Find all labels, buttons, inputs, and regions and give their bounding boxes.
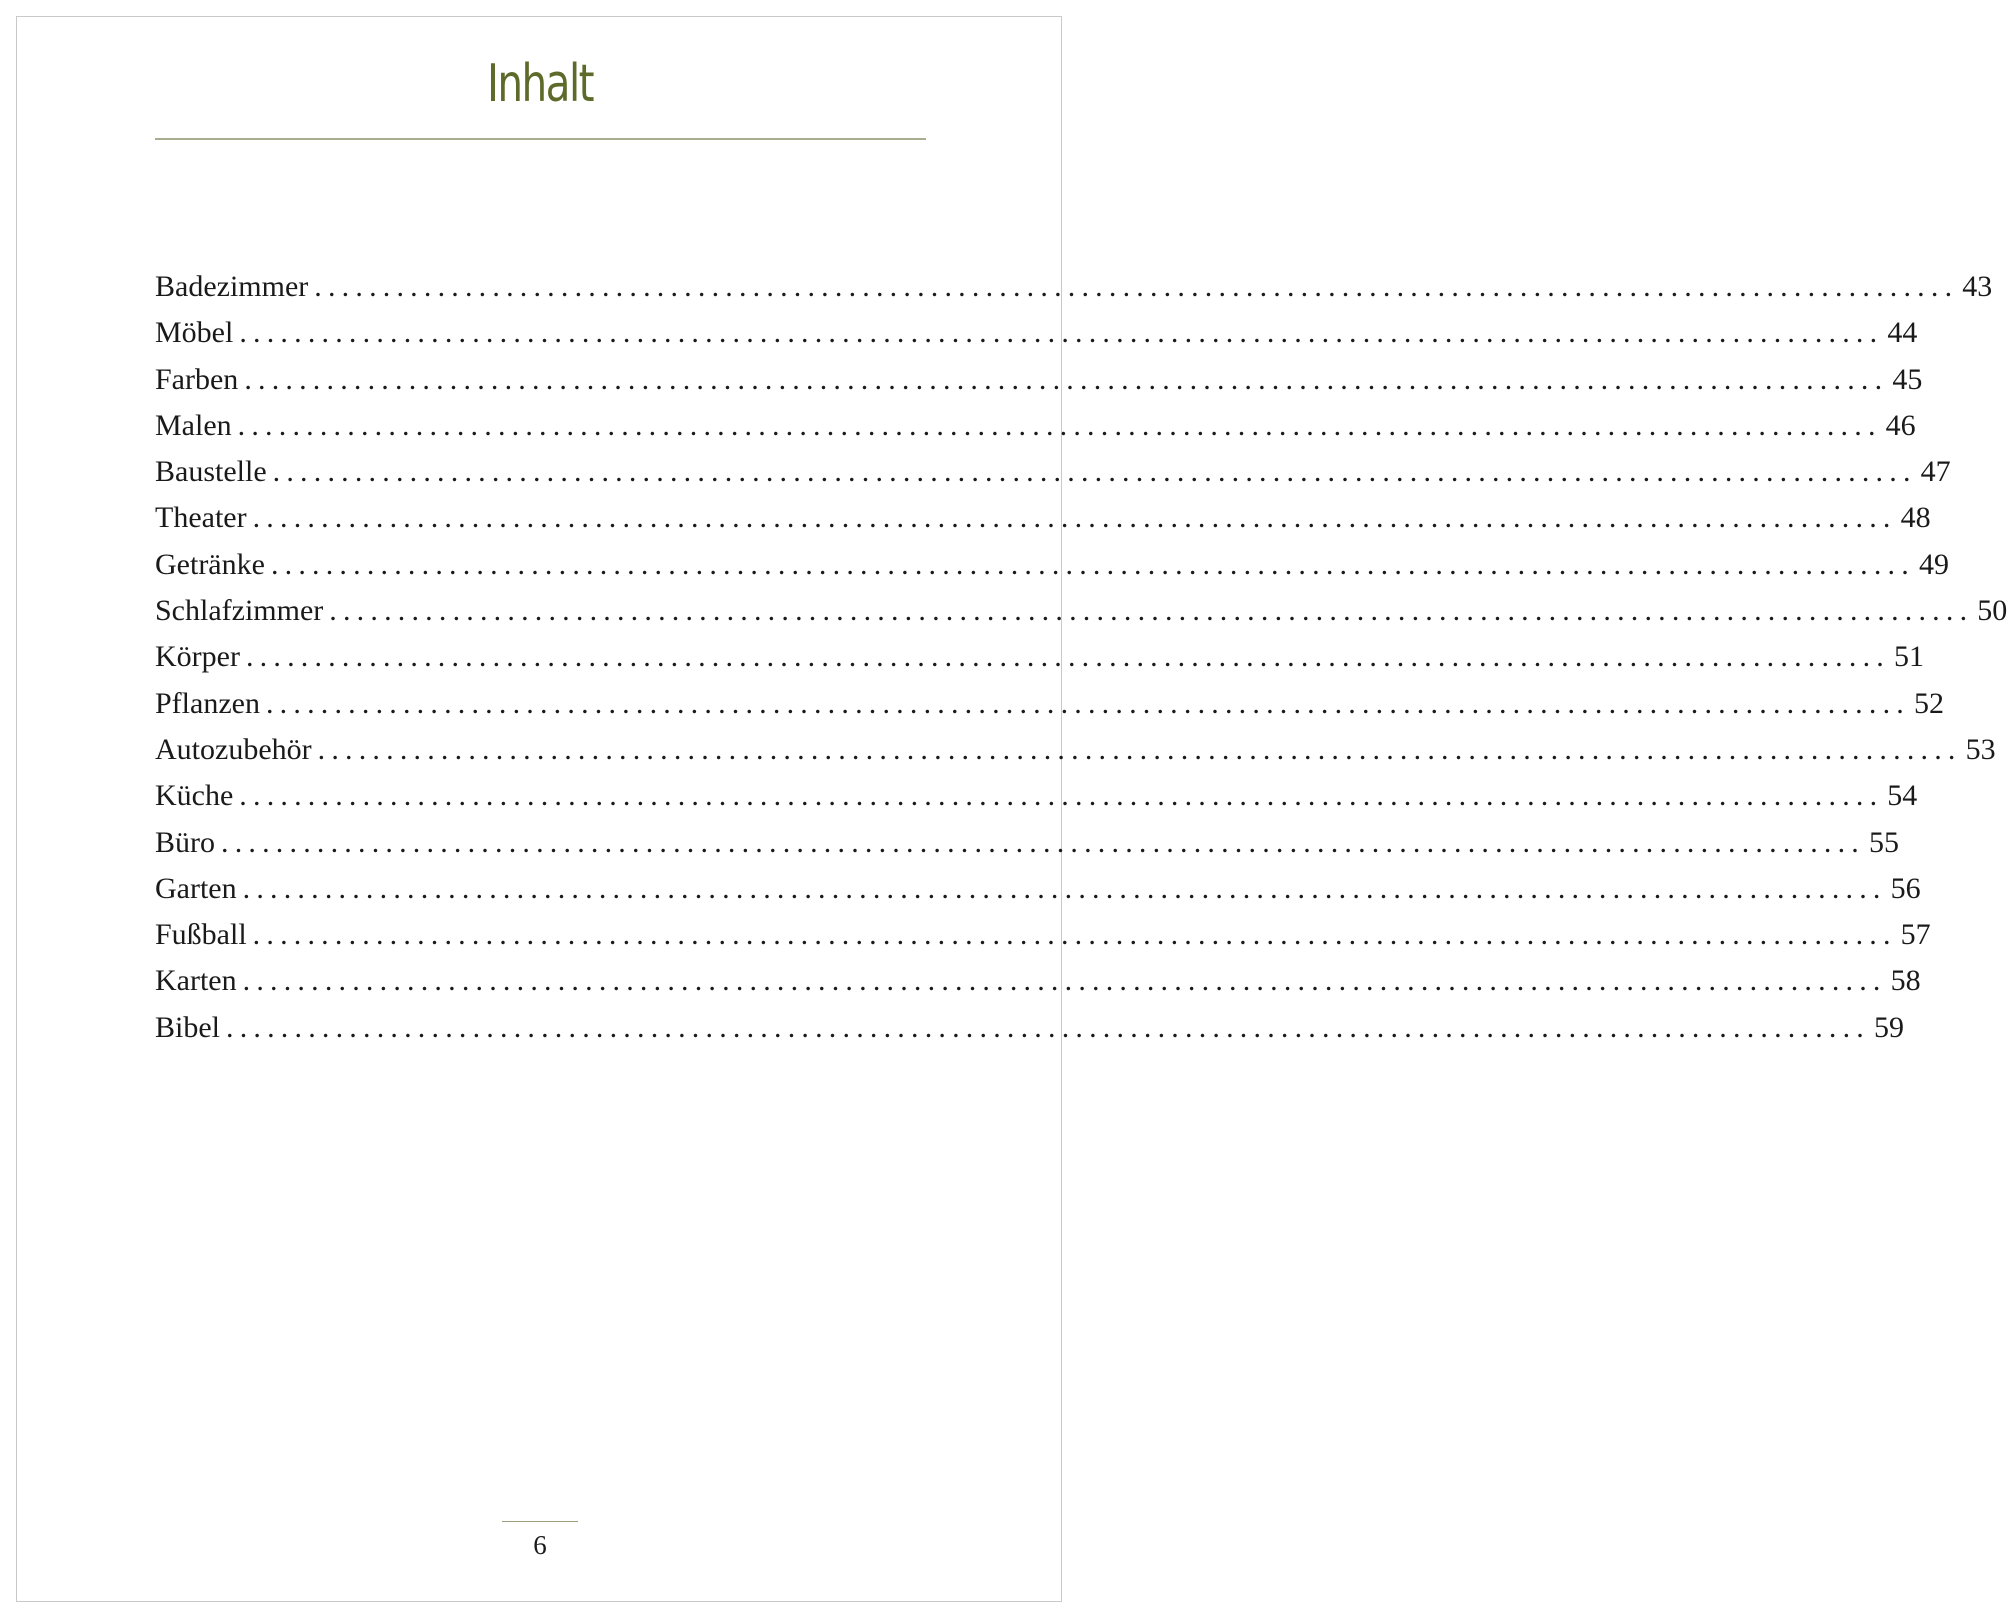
toc-dot-leader: ........................................................................................................................ bbox=[265, 686, 1910, 720]
toc-entry-page: 50 bbox=[1977, 594, 2007, 628]
toc-entry-label: Bibel bbox=[155, 1010, 220, 1044]
toc-entry[interactable] bbox=[155, 964, 1921, 1010]
toc-entry[interactable] bbox=[155, 270, 1993, 316]
toc-entry-page: 54 bbox=[1887, 779, 1918, 813]
toc-entry-label: Autozubehör bbox=[155, 732, 312, 766]
toc-dot-leader: ........................................................................................................................ bbox=[270, 547, 1915, 581]
toc-dot-leader: ........................................................................................................................ bbox=[252, 501, 1897, 535]
toc-entry-label: Baustelle bbox=[155, 455, 267, 489]
table-of-contents bbox=[155, 270, 2007, 1057]
toc-dot-leader: ........................................................................................................................ bbox=[237, 408, 1882, 442]
toc-entry-label: Karten bbox=[155, 964, 237, 998]
toc-entry-page: 46 bbox=[1885, 408, 1916, 442]
toc-dot-leader: ........................................................................................................................ bbox=[314, 270, 1959, 303]
toc-entry-label: Farben bbox=[155, 362, 239, 396]
toc-dot-leader: ........................................................................................................................ bbox=[242, 964, 1887, 998]
title-divider bbox=[155, 138, 926, 140]
toc-entry[interactable] bbox=[155, 871, 1921, 918]
toc-entry[interactable] bbox=[155, 316, 1918, 362]
toc-entry-page: 58 bbox=[1890, 964, 1921, 998]
toc-dot-leader: ........................................................................................................................ bbox=[226, 1010, 1870, 1044]
toc-entry-page: 44 bbox=[1887, 316, 1918, 350]
toc-entry[interactable] bbox=[155, 455, 1951, 501]
toc-entry[interactable] bbox=[155, 1010, 1904, 1057]
toc-entry-label: Büro bbox=[155, 825, 215, 859]
toc-dot-leader: ........................................................................................................................ bbox=[239, 316, 1884, 350]
toc-dot-leader: ........................................................................................................................ bbox=[221, 825, 1865, 859]
toc-entry[interactable] bbox=[155, 686, 1944, 733]
toc-dot-leader: ........................................................................................................................ bbox=[245, 640, 1890, 674]
toc-dot-leader: ........................................................................................................................ bbox=[239, 779, 1884, 813]
toc-entry-label: Badezimmer bbox=[155, 270, 309, 303]
toc-entry[interactable] bbox=[155, 918, 1931, 964]
toc-entry[interactable] bbox=[155, 501, 1931, 547]
toc-entry-label: Theater bbox=[155, 501, 247, 535]
toc-dot-leader: ........................................................................................................................ bbox=[272, 455, 1917, 489]
toc-entry[interactable] bbox=[155, 825, 1899, 872]
toc-entry-label: Garten bbox=[155, 871, 237, 905]
toc-entry-label: Schlafzimmer bbox=[155, 594, 324, 628]
toc-entry-label: Möbel bbox=[155, 316, 234, 350]
toc-entry-page: 55 bbox=[1869, 825, 1899, 859]
toc-entry-page: 52 bbox=[1913, 686, 1944, 720]
toc-entry-page: 49 bbox=[1918, 547, 1949, 581]
toc-entry-page: 53 bbox=[1965, 732, 1996, 766]
toc-entry-label: Körper bbox=[155, 640, 240, 674]
toc-entry[interactable] bbox=[155, 594, 2007, 640]
toc-entry-label: Küche bbox=[155, 779, 234, 813]
toc-entry[interactable] bbox=[155, 640, 1924, 686]
page-number: 6 bbox=[533, 1530, 547, 1560]
footer-divider bbox=[502, 1521, 578, 1522]
toc-dot-leader: ........................................................................................................................ bbox=[252, 918, 1897, 952]
toc-entry-label: Fußball bbox=[155, 918, 247, 952]
toc-dot-leader: ........................................................................................................................ bbox=[317, 732, 1962, 766]
toc-entry-page: 59 bbox=[1874, 1010, 1904, 1044]
toc-entry[interactable] bbox=[155, 779, 1918, 825]
toc-dot-leader: ........................................................................................................................ bbox=[329, 594, 1974, 628]
toc-entry-page: 51 bbox=[1893, 640, 1924, 674]
toc-entry[interactable] bbox=[155, 732, 1996, 779]
toc-entry-page: 57 bbox=[1900, 918, 1931, 952]
toc-entry-page: 56 bbox=[1890, 871, 1921, 905]
toc-dot-leader: ........................................................................................................................ bbox=[244, 362, 1889, 396]
toc-entry-page: 47 bbox=[1920, 455, 1951, 489]
toc-entry-page: 48 bbox=[1900, 501, 1931, 535]
toc-entry-page: 43 bbox=[1962, 270, 1993, 303]
toc-entry[interactable] bbox=[155, 408, 1916, 455]
toc-entry-label: Getränke bbox=[155, 547, 265, 581]
toc-entry-label: Pflanzen bbox=[155, 686, 260, 720]
toc-dot-leader: ........................................................................................................................ bbox=[242, 871, 1887, 905]
toc-entry-page: 45 bbox=[1892, 362, 1923, 396]
toc-entry-label: Malen bbox=[155, 408, 232, 442]
page-title: Inhalt bbox=[486, 54, 594, 114]
toc-entry[interactable] bbox=[155, 547, 1949, 594]
toc-entry[interactable] bbox=[155, 362, 1923, 409]
